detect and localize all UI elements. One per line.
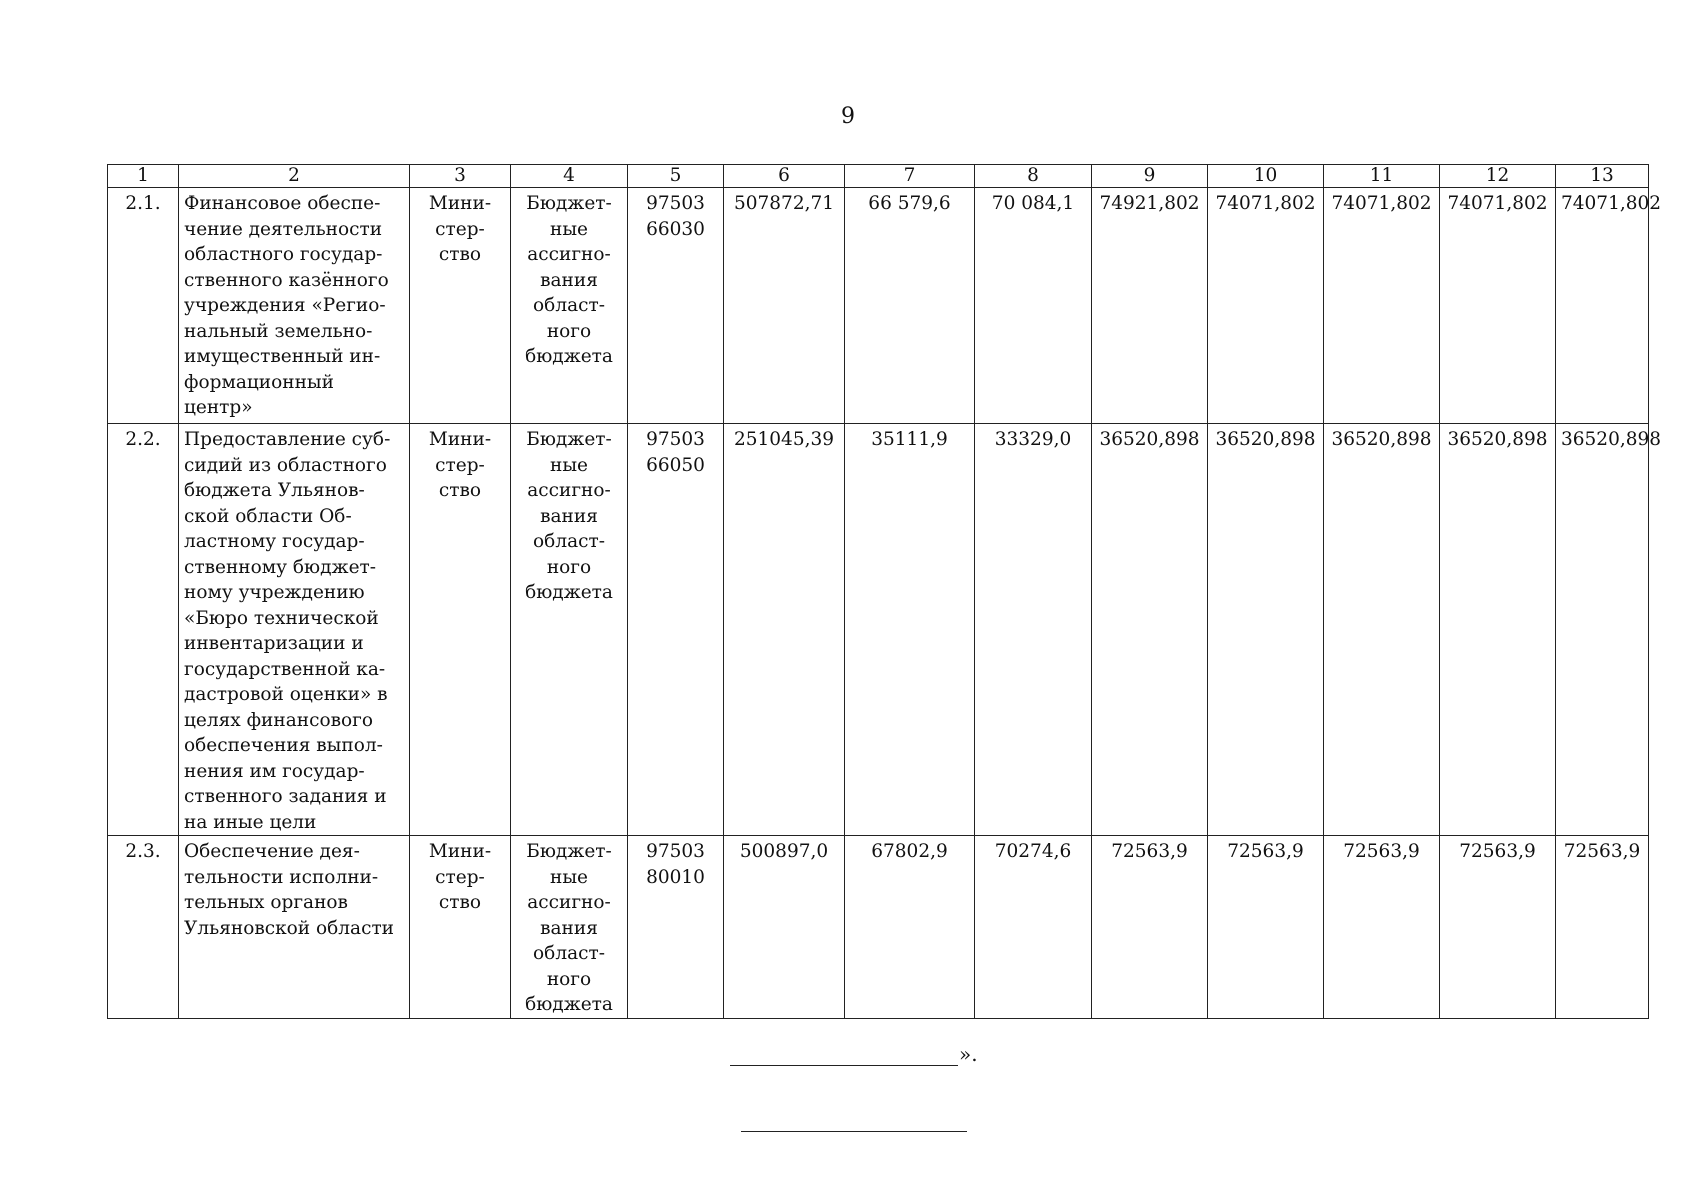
- value-cell: 72563,9: [1208, 836, 1324, 1019]
- column-number-row: [108, 165, 1649, 188]
- budget-code: 97503 66050: [628, 424, 724, 836]
- table-row: [108, 424, 1649, 836]
- executor: Мини- стер- ство: [410, 836, 511, 1019]
- column-header: 2: [179, 165, 410, 188]
- value-cell: 74071,802: [1440, 188, 1556, 424]
- column-header: 4: [511, 165, 628, 188]
- table-row: [108, 188, 1649, 424]
- value-cell: 36520,898: [1092, 424, 1208, 836]
- measure-name: Обеспечение дея- тельности исполни- тельных органов Ульяновской области: [179, 836, 410, 1019]
- value-cell: 507872,71: [724, 188, 845, 424]
- row-number: 2.3.: [108, 836, 179, 1019]
- value-cell: 36520,898: [1208, 424, 1324, 836]
- value-cell: 74071,802: [1556, 188, 1649, 424]
- closing-line: [730, 1065, 958, 1066]
- table-row: [108, 836, 1649, 1019]
- value-cell: 36520,898: [1440, 424, 1556, 836]
- column-header: 10: [1208, 165, 1324, 188]
- funding-source: Бюджет- ные ассигно- вания област- ного бюджета: [511, 188, 628, 424]
- value-cell: 74071,802: [1208, 188, 1324, 424]
- column-header: 3: [410, 165, 511, 188]
- value-cell: 33329,0: [975, 424, 1092, 836]
- value-cell: 66 579,6: [845, 188, 975, 424]
- executor: Мини- стер- ство: [410, 424, 511, 836]
- measure-name: Предоставление суб- сидий из областного бюджета Ульянов- ской области Об- ластному государ- ственному бюджет- ному учреждению «Бюро технической инвентаризации и государственной ка- дастровой оценки» в целях финансового обеспечения выпол- нения им государ- ственного задания и на иные цели: [179, 424, 410, 836]
- measure-name: Финансовое обеспе- чение деятельности областного государ- ственного казённого учреждения «Регио- нальный земельно- имущественный ин- формационный центр»: [179, 188, 410, 424]
- value-cell: 36520,898: [1556, 424, 1649, 836]
- value-cell: 72563,9: [1556, 836, 1649, 1019]
- budget-code: 97503 80010: [628, 836, 724, 1019]
- funding-source: Бюджет- ные ассигно- вания област- ного бюджета: [511, 836, 628, 1019]
- budget-code: 97503 66030: [628, 188, 724, 424]
- value-cell: 70 084,1: [975, 188, 1092, 424]
- value-cell: 74071,802: [1324, 188, 1440, 424]
- column-header: 13: [1556, 165, 1649, 188]
- row-number: 2.1.: [108, 188, 179, 424]
- budget-table: [107, 164, 1662, 1019]
- column-header: 8: [975, 165, 1092, 188]
- value-cell: 72563,9: [1440, 836, 1556, 1019]
- executor: Мини- стер- ство: [410, 188, 511, 424]
- value-cell: 74921,802: [1092, 188, 1208, 424]
- column-header: 5: [628, 165, 724, 188]
- value-cell: 500897,0: [724, 836, 845, 1019]
- row-number: 2.2.: [108, 424, 179, 836]
- value-cell: 36520,898: [1324, 424, 1440, 836]
- column-header: 6: [724, 165, 845, 188]
- column-header: 11: [1324, 165, 1440, 188]
- value-cell: 67802,9: [845, 836, 975, 1019]
- page-number: 9: [841, 104, 855, 129]
- value-cell: 72563,9: [1092, 836, 1208, 1019]
- closing-quote-mark: ».: [959, 1042, 978, 1066]
- end-of-document-line: [741, 1131, 967, 1132]
- column-header: 9: [1092, 165, 1208, 188]
- value-cell: 72563,9: [1324, 836, 1440, 1019]
- column-header: 1: [108, 165, 179, 188]
- value-cell: 251045,39: [724, 424, 845, 836]
- value-cell: 35111,9: [845, 424, 975, 836]
- column-header: 7: [845, 165, 975, 188]
- column-header: 12: [1440, 165, 1556, 188]
- funding-source: Бюджет- ные ассигно- вания област- ного бюджета: [511, 424, 628, 836]
- value-cell: 70274,6: [975, 836, 1092, 1019]
